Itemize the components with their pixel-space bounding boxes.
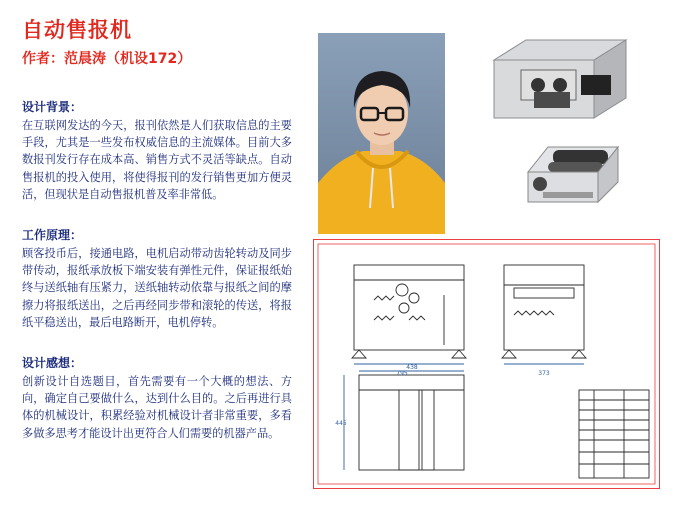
dim-side-width: 373 — [538, 370, 550, 377]
machine-render-open — [518, 132, 628, 217]
author-line: 作者：范晨涛（机设172） — [22, 51, 192, 67]
engineering-drawing — [313, 239, 660, 489]
reflection-section — [22, 354, 292, 442]
author-photo — [318, 33, 445, 234]
principle-section — [22, 226, 292, 331]
background-text: 在互联网发达的今天，报刊依然是人们获取信息的主要手段，尤其是一些发布权威信息的主流媒体。目前大多数报刊发行存在成本高、销售方式不灵活等缺点。自动售报机的投入使用，将使得报刊的发行销售更加方便灵活，但现状是自动售报机普及率非常低。 — [22, 119, 292, 201]
dim-front-width: 795 — [396, 370, 408, 377]
background-heading: 设计背景： — [22, 100, 83, 114]
principle-text: 顾客投币后，接通电路，电机启动带动齿轮转动及同步带传动，报纸承放板下端安装有弹性元件，保证报纸始终与送纸轴有压紧力，送纸轴转动依靠与报纸之间的摩擦力将报纸送出，之后再经同步带和滚轮的传送，将报纸平稳送出，最后电路断开，电机停转。 — [22, 247, 292, 329]
background-section — [22, 98, 292, 203]
principle-heading: 工作原理： — [22, 228, 83, 242]
dim-top-depth: 445 — [335, 420, 347, 427]
machine-render-enclosed — [486, 30, 634, 123]
reflection-text: 创新设计自选题目，首先需要有一个大概的想法、方向，确定自己要做什么，达到什么目的。之后再进行具体的机械设计，积累经验对机械设计者非常重要，多看多做多思考才能设计出更符合人们需要的机器产品。 — [22, 375, 292, 440]
poster-title: 自动售报机 — [22, 18, 132, 42]
reflection-heading: 设计感想： — [22, 356, 83, 370]
dim-top-width: 438 — [406, 364, 418, 371]
